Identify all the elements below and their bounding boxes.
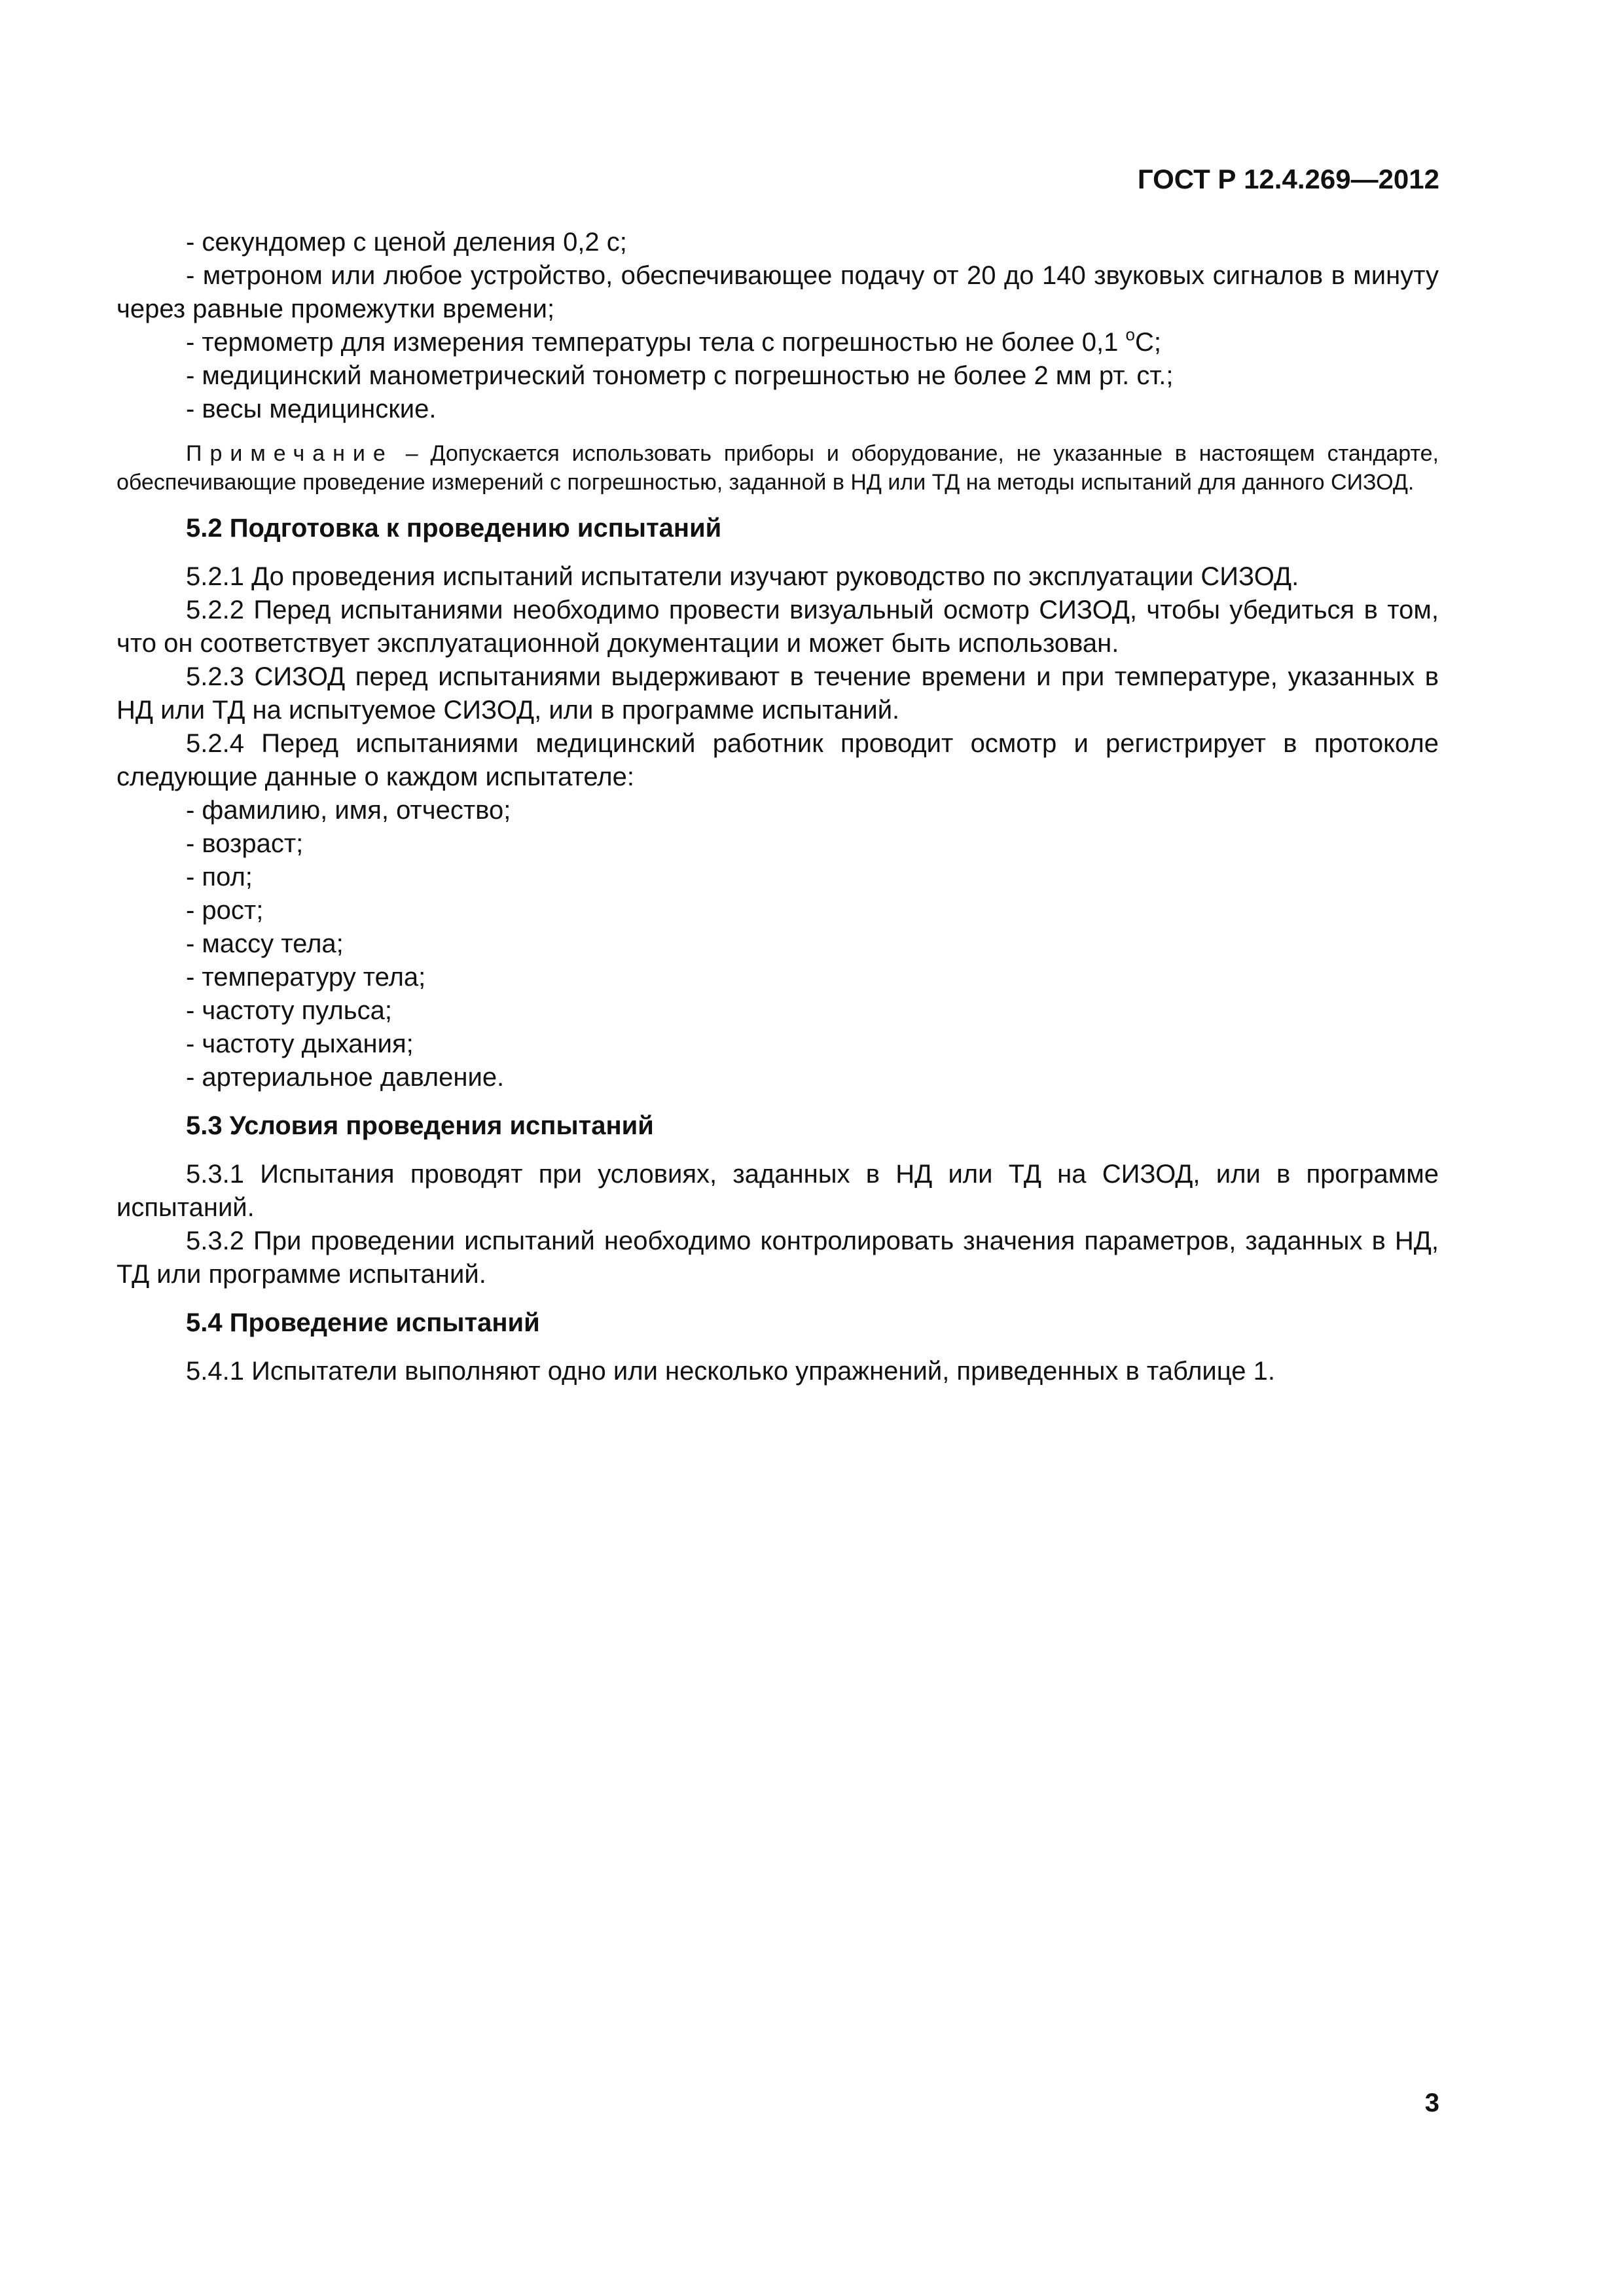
list-item: - рост;: [186, 896, 264, 925]
list-item: - фамилию, имя, отчество;: [186, 796, 511, 825]
section-heading-5-3: 5.3 Условия проведения испытаний: [186, 1111, 654, 1140]
clause-5-2-4: 5.2.4 Перед испытаниями медицинский работник проводит осмотр и регистрирует в протоколе следующие данные о каждом испытателе:: [117, 729, 1439, 791]
clause-5-4-1: 5.4.1 Испытатели выполняют одно или несколько упражнений, приведенных в таблице 1.: [186, 1357, 1275, 1386]
list-item: - артериальное давление.: [186, 1063, 505, 1092]
degree-sign: o: [1125, 325, 1135, 344]
section-heading-5-4: 5.4 Проведение испытаний: [186, 1308, 540, 1337]
standard-code-header: ГОСТ Р 12.4.269—2012: [1137, 164, 1439, 194]
clause-5-3-2: 5.3.2 При проведении испытаний необходимо контролировать значения параметров, заданных в НД, ТД или программе испытаний.: [117, 1227, 1439, 1289]
thermometer-text: - термометр для измерения температуры тела с погрешностью не более 0,1: [186, 328, 1126, 357]
note-text: – Допускается использовать приборы и оборудование, не указанные в настоящем стандарте, обеспечивающие проведение измерений с погрешностью, заданной в НД или ТД на методы испытаний для данного СИЗОД.: [117, 441, 1439, 495]
list-item: - частоту дыхания;: [186, 1030, 414, 1058]
list-item: - метроном или любое устройство, обеспечивающее подачу от 20 до 140 звуковых сигналов в минуту через равные промежутки времени;: [117, 261, 1439, 323]
list-item: - возраст;: [186, 829, 304, 858]
list-item: - весы медицинские.: [186, 395, 437, 423]
note-label: Примечание: [186, 441, 393, 466]
note-paragraph: [117, 439, 1439, 497]
list-item: - массу тела;: [186, 929, 344, 958]
clause-5-3-1: 5.3.1 Испытания проводят при условиях, заданных в НД или ТД на СИЗОД, или в программе испытаний.: [117, 1160, 1439, 1222]
celsius-unit: C;: [1134, 328, 1161, 357]
clause-5-2-2: 5.2.2 Перед испытаниями необходимо провести визуальный осмотр СИЗОД, чтобы убедиться в том, что он соответствует эксплуатационной документации и может быть использован.: [117, 596, 1439, 658]
page-number: 3: [1424, 2089, 1439, 2117]
list-item: - секундомер с ценой деления 0,2 с;: [186, 228, 627, 257]
list-item: - пол;: [186, 863, 253, 891]
list-item: - медицинский манометрический тонометр с погрешностью не более 2 мм рт. ст.;: [186, 361, 1174, 390]
list-item-thermometer: [117, 326, 1439, 359]
section-heading-5-2: 5.2 Подготовка к проведению испытаний: [186, 514, 722, 543]
clause-5-2-1: 5.2.1 До проведения испытаний испытатели изучают руководство по эксплуатации СИЗОД.: [186, 562, 1299, 591]
list-item: - температуру тела;: [186, 963, 426, 992]
page-body: [117, 226, 1439, 1388]
list-item: - частоту пульса;: [186, 996, 392, 1025]
clause-5-2-3: 5.2.3 СИЗОД перед испытаниями выдерживают в течение времени и при температуре, указанных в НД или ТД на испытуемое СИЗОД, или в программе испытаний.: [117, 662, 1439, 725]
